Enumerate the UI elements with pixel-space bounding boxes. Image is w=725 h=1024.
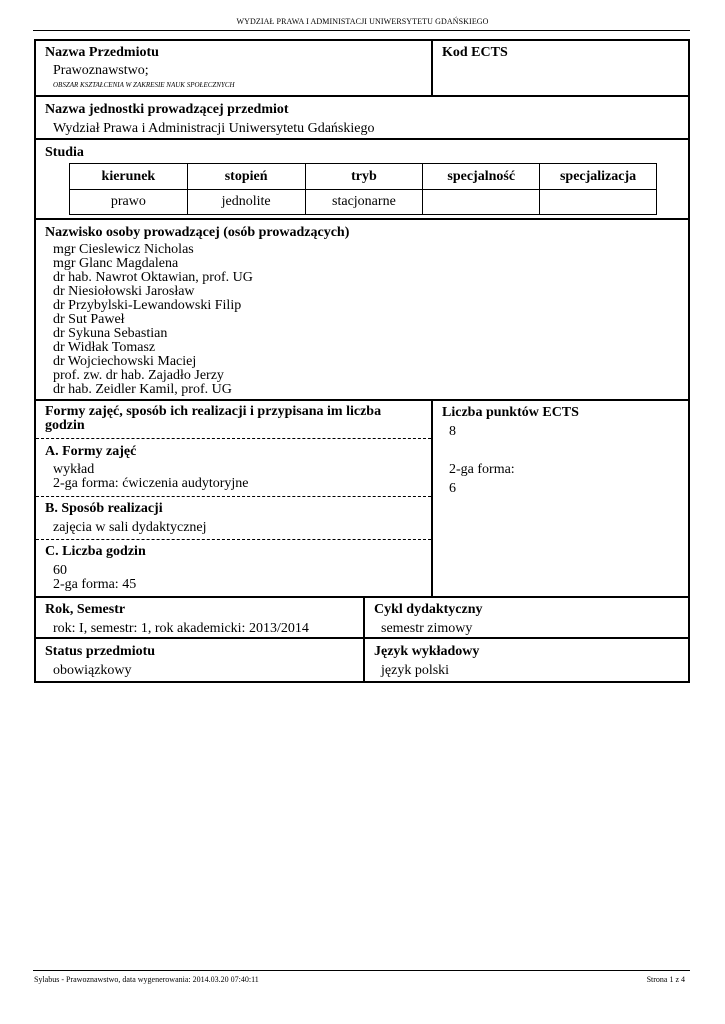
- header-stopien: stopień: [187, 164, 305, 190]
- language-label: Język wykładowy: [374, 644, 480, 659]
- subject-label: Nazwa Przedmiotu: [45, 45, 159, 60]
- list-item: dr Niesiołowski Jarosław: [53, 284, 195, 299]
- unit-label: Nazwa jednostki prowadzącej przedmiot: [45, 102, 289, 117]
- value-kierunek: prawo: [70, 190, 188, 215]
- ects-code-label: Kod ECTS: [442, 45, 508, 60]
- dashed-divider: [36, 438, 431, 439]
- forms-c-line1: 60: [53, 563, 67, 578]
- lecturers-section: [34, 218, 690, 401]
- status-label: Status przedmiotu: [45, 644, 156, 659]
- subject-divider: [431, 41, 433, 95]
- forms-b-label: B. Sposób realizacji: [45, 501, 163, 516]
- list-item: mgr Glanc Magdalena: [53, 256, 179, 271]
- table-row: [70, 164, 657, 190]
- list-item: mgr Cieslewicz Nicholas: [53, 242, 194, 257]
- dashed-divider: [36, 539, 431, 540]
- forms-label: Formy zajęć, sposób ich realizacji i przypisana im liczba godzin: [45, 404, 382, 433]
- page-header: WYDZIAŁ PRAWA I ADMINISTACJI UNIWERSYTETU GDAŃSKIEGO: [236, 17, 489, 26]
- lecturer-list: [53, 243, 253, 397]
- lecturers-label: Nazwisko osoby prowadzącej (osób prowadzących): [45, 225, 350, 240]
- header-specjalnosc: specjalność: [423, 164, 540, 190]
- value-tryb: stacjonarne: [305, 190, 423, 215]
- year-divider: [363, 598, 365, 637]
- forms-a-line2: 2-ga forma: ćwiczenia audytoryjne: [53, 476, 249, 491]
- status-divider: [363, 639, 365, 681]
- year-value: rok: I, semestr: 1, rok akademicki: 2013/2014: [53, 621, 309, 636]
- ects-value-2: 6: [449, 481, 456, 496]
- list-item: dr hab. Nawrot Oktawian, prof. UG: [53, 270, 253, 285]
- cycle-label: Cykl dydaktyczny: [374, 602, 483, 617]
- year-section: [34, 596, 690, 639]
- language-value: język polski: [381, 663, 450, 678]
- forms-c-label: C. Liczba godzin: [45, 544, 146, 559]
- studies-section: [34, 138, 690, 220]
- forms-a-line1: wykład: [53, 462, 95, 477]
- header-tryb: tryb: [305, 164, 423, 190]
- forms-section: [34, 399, 690, 598]
- forms-b-value: zajęcia w sali dydaktycznej: [53, 520, 207, 535]
- ects-value-1: 8: [449, 424, 456, 439]
- studies-table: [69, 163, 657, 215]
- header-kierunek: kierunek: [70, 164, 188, 190]
- footer-divider: [33, 970, 690, 971]
- header-specjalizacja: specjalizacja: [540, 164, 657, 190]
- footer-left: Sylabus - Prawoznawstwo, data wygenerowania: 2014.03.20 07:40:11: [34, 975, 259, 984]
- dashed-divider: [36, 496, 431, 497]
- forms-ects-divider: [431, 401, 433, 596]
- footer-page-number: Strona 1 z 4: [646, 975, 685, 984]
- value-stopien: jednolite: [187, 190, 305, 215]
- subject-section: [34, 39, 690, 97]
- unit-section: [34, 95, 690, 140]
- subject-area: OBSZAR KSZTAŁCENIA W ZAKRESIE NAUK SPOŁECZNYCH: [53, 81, 235, 89]
- table-row: [70, 190, 657, 215]
- forms-a-label: A. Formy zajęć: [45, 444, 137, 459]
- subject-value: Prawoznawstwo;: [53, 63, 149, 78]
- header-divider: [33, 30, 690, 31]
- year-label: Rok, Semestr: [45, 602, 126, 617]
- list-item: dr Sut Paweł: [53, 312, 125, 327]
- ects-second-label: 2-ga forma:: [449, 462, 515, 477]
- ects-label: Liczba punktów ECTS: [442, 405, 579, 420]
- status-value: obowiązkowy: [53, 663, 132, 678]
- list-item: dr Sykuna Sebastian: [53, 326, 168, 341]
- status-section: [34, 637, 690, 683]
- studies-label: Studia: [45, 145, 84, 160]
- list-item: dr Wojciechowski Maciej: [53, 354, 197, 369]
- list-item: dr Widłak Tomasz: [53, 340, 156, 355]
- list-item: dr hab. Zeidler Kamil, prof. UG: [53, 382, 232, 397]
- value-specjalizacja: [540, 190, 657, 215]
- value-specjalnosc: [423, 190, 540, 215]
- forms-c-line2: 2-ga forma: 45: [53, 577, 137, 592]
- list-item: dr Przybylski-Lewandowski Filip: [53, 298, 242, 313]
- cycle-value: semestr zimowy: [381, 621, 473, 636]
- unit-value: Wydział Prawa i Administracji Uniwersytetu Gdańskiego: [53, 121, 375, 136]
- list-item: prof. zw. dr hab. Zajadło Jerzy: [53, 368, 224, 383]
